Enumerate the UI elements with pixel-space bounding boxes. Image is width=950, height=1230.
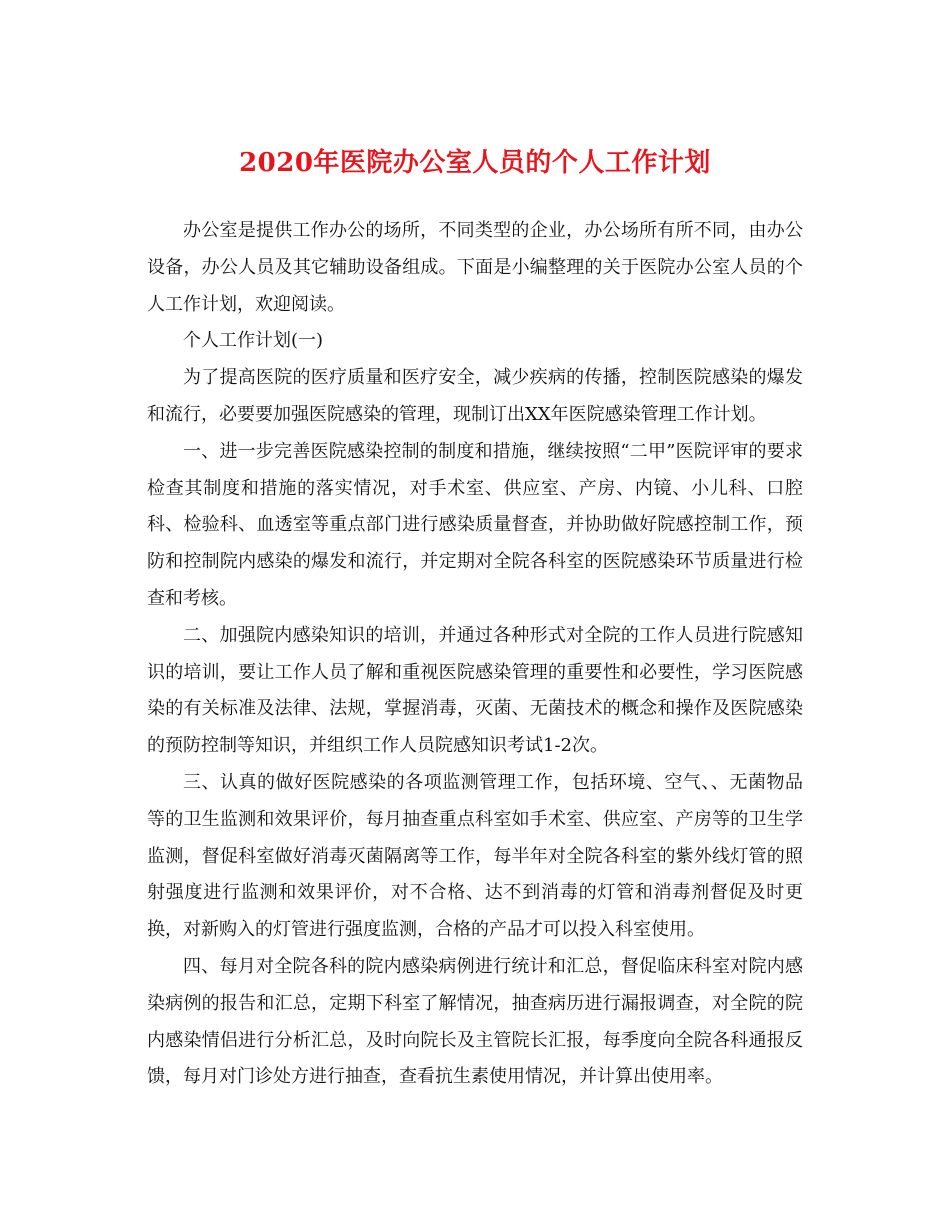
paragraph-intro: 办公室是提供工作办公的场所，不同类型的企业，办公场所有所不同，由办公设备，办公人员及其它辅助设备组成。下面是小编整理的关于医院办公室人员的个人工作计划，欢迎阅读。 [147, 220, 803, 315]
paragraph-item-3: 三、认真的做好医院感染的各项监测管理工作，包括环境、空气、、无菌物品等的卫生监测和效果评价，每月抽查重点科室如手术室、供应室、产房等的卫生学监测，督促科室做好消毒灭菌隔离等工作，每半年对全院各科室的紫外线灯管的照射强度进行监测和效果评价，对不合格、达不到消毒的灯管和消毒剂督促及时更换，对新购入的灯管进行强度监测，合格的产品才可以投入科室使用。 [147, 771, 803, 941]
paragraph-item-4: 四、每月对全院各科的院内感染病例进行统计和汇总，督促临床科室对院内感染病例的报告和汇总，定期下科室了解情况，抽查病历进行漏报调查，对全院的院内感染情侣进行分析汇总，及时向院长及主管院长汇报，每季度向全院各科通报反馈，每月对门诊处方进行抽查，查看抗生素使用情况，并计算出使用率。 [147, 955, 803, 1088]
document-body [147, 213, 803, 1096]
paragraph-item-2: 二、加强院内感染知识的培训，并通过各种形式对全院的工作人员进行院感知识的培训，要让工作人员了解和重视医院感染管理的重要性和必要性，学习医院感染的有关标准及法律、法规，掌握消毒，灭菌、无菌技术的概念和操作及医院感染的预防控制等知识，并组织工作人员院感知识考试1-2次。 [147, 624, 803, 757]
paragraph-purpose: 为了提高医院的医疗质量和医疗安全，减少疾病的传播，控制医院感染的爆发和流行，必要要加强医院感染的管理，现制订出XX年医院感染管理工作计划。 [147, 367, 803, 425]
paragraph-item-1: 一、进一步完善医院感染控制的制度和措施，继续按照“二甲”医院评审的要求检查其制度和措施的落实情况，对手术室、供应室、产房、内镜、小儿科、口腔科、检验科、血透室等重点部门进行感染质量督查，并协助做好院感控制工作，预防和控制院内感染的爆发和流行，并定期对全院各科室的医院感染环节质量进行检查和考核。 [147, 440, 803, 609]
paragraph-section-heading: 个人工作计划(一) [183, 330, 324, 352]
document-title: 2020年医院办公室人员的个人工作计划 [239, 148, 711, 178]
